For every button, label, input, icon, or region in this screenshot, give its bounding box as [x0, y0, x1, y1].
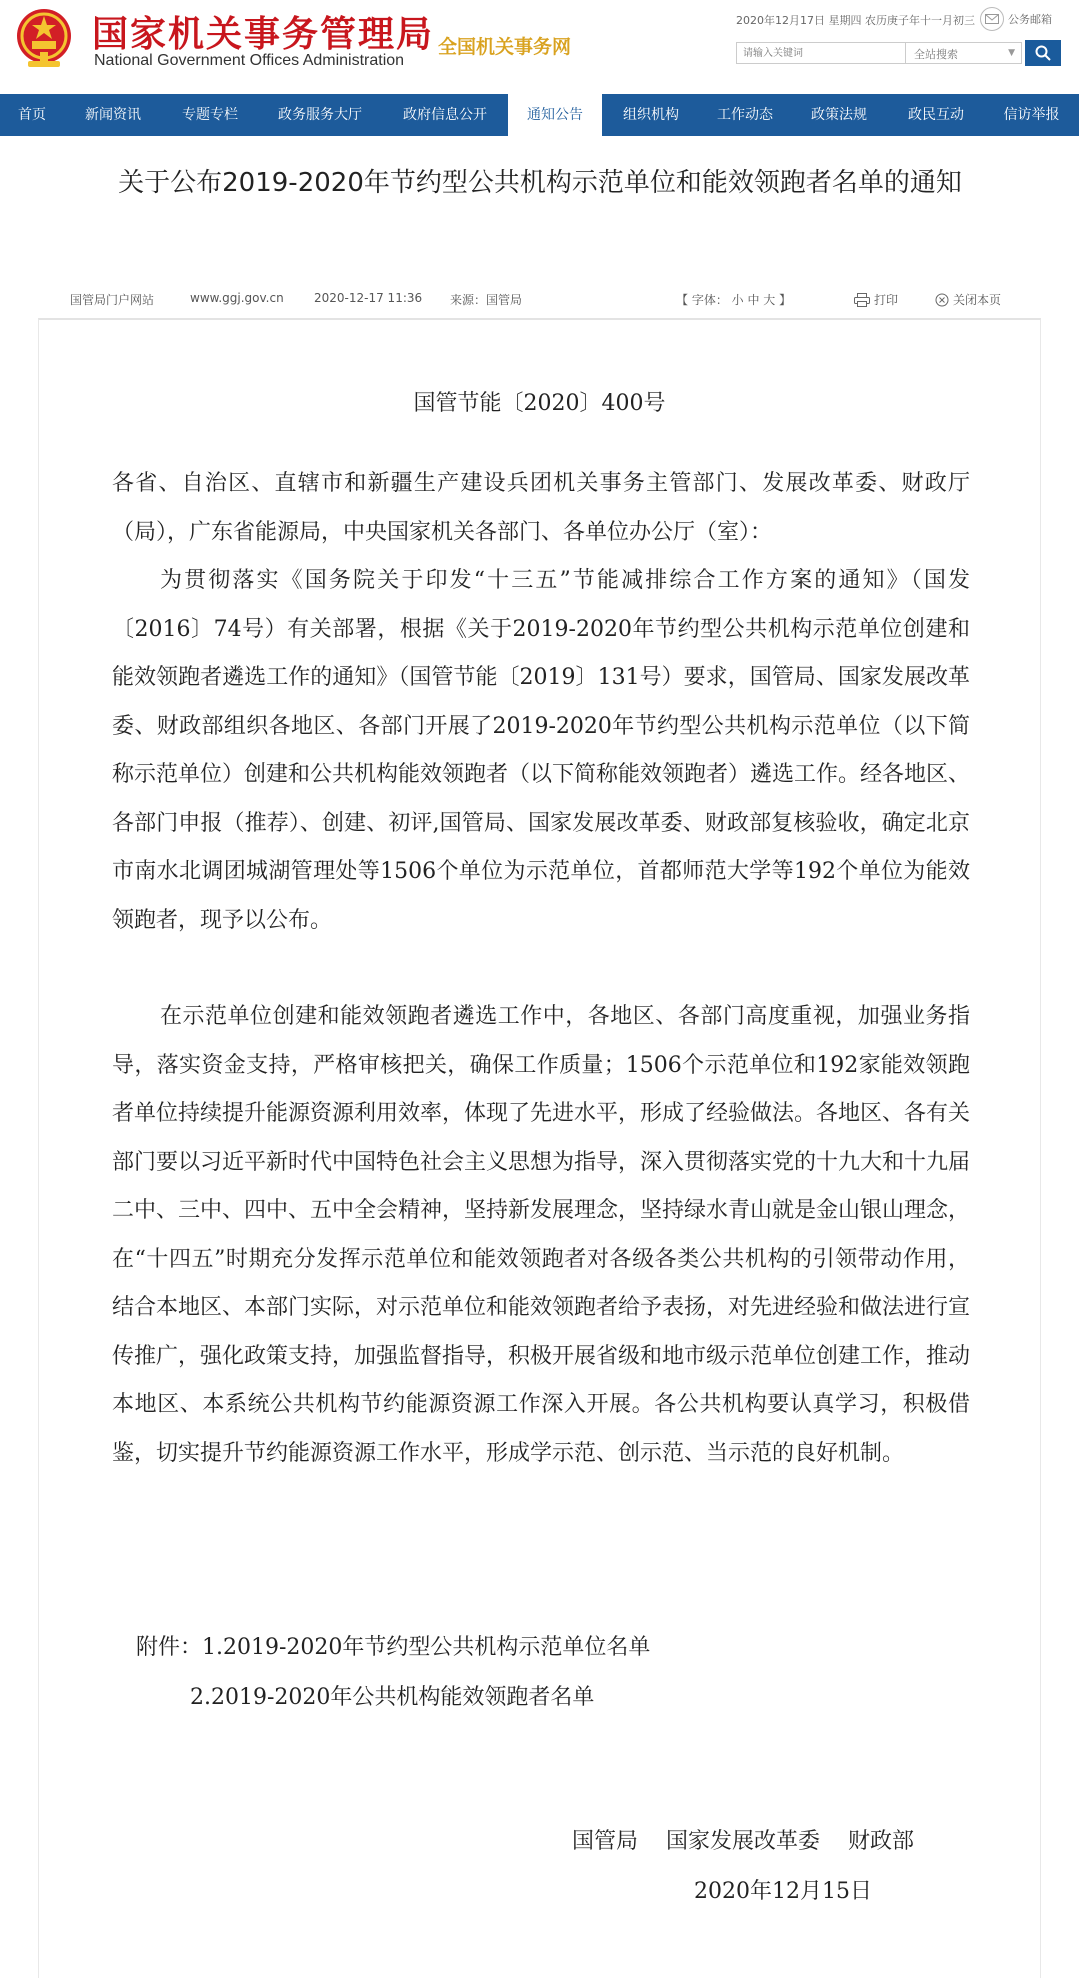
header-date: 2020年12月17日 星期四 农历庚子年十一月初三 [736, 14, 975, 27]
nav-item[interactable]: 通知公告 [508, 94, 602, 136]
nav-item[interactable]: 信访举报 [1003, 107, 1060, 123]
addressees: 各省、自治区、直辖市和新疆生产建设兵团机关事务主管部门、发展改革委、财政厅（局），广东省能源局，中央国家机关各部门、各单位办公厅（室）： [112, 471, 970, 545]
search-icon [1035, 45, 1051, 61]
nav-item[interactable]: 专题专栏 [182, 107, 238, 123]
printer-icon [854, 293, 870, 307]
sub-site-link[interactable]: 全国机关事务网 [438, 36, 572, 58]
attachment-2-link[interactable]: 2.2019-2020年公共机构能效领跑者名单 [190, 1685, 595, 1710]
search-scope-label: 全站搜索 [914, 48, 958, 61]
nav-item[interactable]: 工作动态 [717, 107, 773, 123]
search-scope-select[interactable] [906, 42, 1022, 64]
attachment-1-link[interactable]: 附件：1.2019-2020年节约型公共机构示范单位名单 [136, 1635, 651, 1660]
nav-item[interactable]: 政务服务大厅 [278, 107, 362, 123]
mail-icon [980, 7, 1004, 31]
signatories: 国管局 国家发展改革委 财政部 [572, 1829, 914, 1854]
national-emblem-icon [14, 6, 74, 72]
close-label: 关闭本页 [953, 293, 1002, 307]
paragraph-2: 在示范单位创建和能效领跑者遴选工作中，各地区、各部门高度重视，加强业务指导，落实资金支持，严格审核把关，确保工作质量；1506个示范单位和192家能效领跑者单位持续提升能源资源利用效率，体现了先进水平，形成了经验做法。各地区、各有关部门要以习近平新时代中国特色社会主义思想为指导，深入贯彻落实党的十九大和十九届二中、三中、四中、五中全会精神，坚持新发展理念，坚持绿水青山就是金山银山理念，在“十四五”时期充分发挥示范单位和能效领跑者对各级各类公共机构的引领带动作用，结合本地区、本部门实际，对示范单位和能效领跑者给予表扬，对先进经验和做法进行宣传推广，强化政策支持，加强监督指导，积极开展省级和地市级示范单位创建工作，推动本地区、本系统公共机构节约能源资源工作深入开展。各公共机构要认真学习，积极借鉴，切实提升节约能源资源工作水平，形成学示范、创示范、当示范的良好机制。 [112, 1004, 971, 1466]
document-number: 国管节能〔2020〕400号 [413, 391, 666, 416]
paragraph-1: 为贯彻落实《国务院关于印发“十三五”节能减排综合工作方案的通知》（国发〔2016〕74号）有关部署，根据《关于2019-2020年节约型公共机构示范单位创建和能效领跑者遴选工作的通知》（国管节能〔2019〕131号）要求，国管局、国家发展改革委、财政部组织各地区、各部门开展了2019-2020年节约型公共机构示范单位（以下简称示范单位）创建和公共机构能效领跑者（以下简称能效领跑者）遴选工作。经各地区、各部门申报（推荐）、创建、初评,国管局、国家发展改革委、财政部复核验收，确定北京市南水北调团城湖管理处等1506个单位为示范单位，首都师范大学等192个单位为能效领跑者，现予以公布。 [112, 568, 971, 933]
site-name-cn[interactable]: 国家机关事务管理局 [92, 13, 435, 55]
close-page-button[interactable] [935, 291, 1001, 308]
nav-item[interactable]: 首页 [18, 107, 46, 123]
nav-item[interactable]: 组织机构 [623, 107, 679, 123]
search-input[interactable] [736, 42, 906, 64]
nav-item[interactable]: 政民互动 [908, 107, 964, 123]
font-size-control[interactable]: 【 字体： 小 中 大 】 [676, 293, 792, 307]
search-button[interactable] [1025, 40, 1061, 66]
mail-link[interactable] [980, 6, 1052, 32]
nav-item[interactable]: 政策法规 [811, 107, 867, 123]
site-name-en: National Government Offices Administration [94, 52, 405, 69]
chevron-down-icon: ▼ [1008, 48, 1015, 58]
main-nav [0, 94, 1079, 136]
nav-item[interactable]: 新闻资讯 [85, 107, 141, 123]
print-button[interactable] [854, 291, 898, 308]
mail-label: 公务邮箱 [1008, 13, 1052, 26]
nav-item[interactable]: 政府信息公开 [403, 107, 487, 123]
site-header [0, 0, 1079, 94]
print-label: 打印 [874, 293, 899, 307]
close-icon [935, 293, 949, 307]
sign-date: 2020年12月15日 [694, 1879, 872, 1904]
meta-site: 国管局门户网站 [70, 293, 155, 307]
meta-source: 来源：国管局 [450, 293, 523, 307]
page-title: 关于公布2019-2020年节约型公共机构示范单位和能效领跑者名单的通知 [118, 168, 962, 198]
meta-url: www.ggj.gov.cn [190, 291, 284, 305]
meta-time: 2020-12-17 11:36 [314, 291, 423, 305]
